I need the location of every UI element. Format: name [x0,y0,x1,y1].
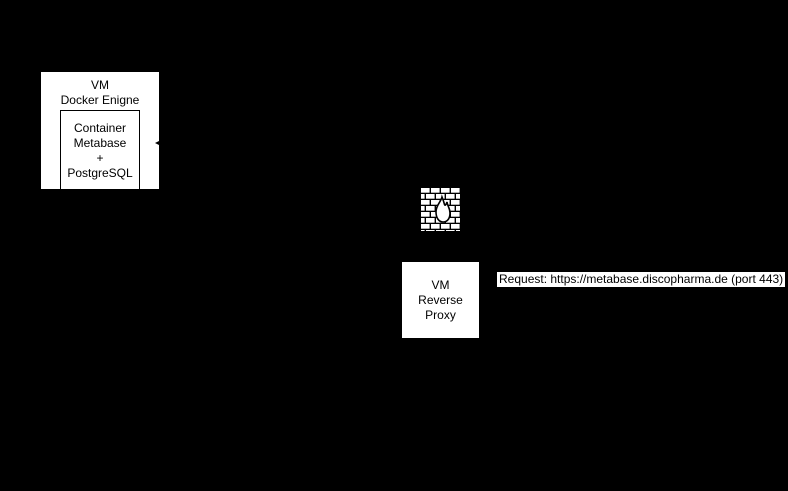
docker-vm-label-line-1: VM [91,78,109,92]
container-label-line-1: Container [73,121,127,135]
container-label-line-3: + [96,151,104,165]
metabase-container-node [60,110,140,190]
docker-vm-label-line-2: Docker Enigne [60,93,140,107]
container-label-line-2: Metabase [73,136,127,150]
firewall-icon [421,188,460,231]
container-label-line-4: PostgreSQL [67,166,133,180]
reverse-proxy-label-line-1: VM [431,277,450,292]
reverse-proxy-label-line-3: Proxy [425,307,456,322]
docker-vm-node [40,71,160,190]
request-label: Request: https://metabase.discopharma.de (port 443) [499,272,784,286]
reverse-proxy-label-line-2: Reverse [418,292,463,307]
reverse-proxy-node [401,261,480,339]
connector-arrowhead-icon [155,140,161,146]
